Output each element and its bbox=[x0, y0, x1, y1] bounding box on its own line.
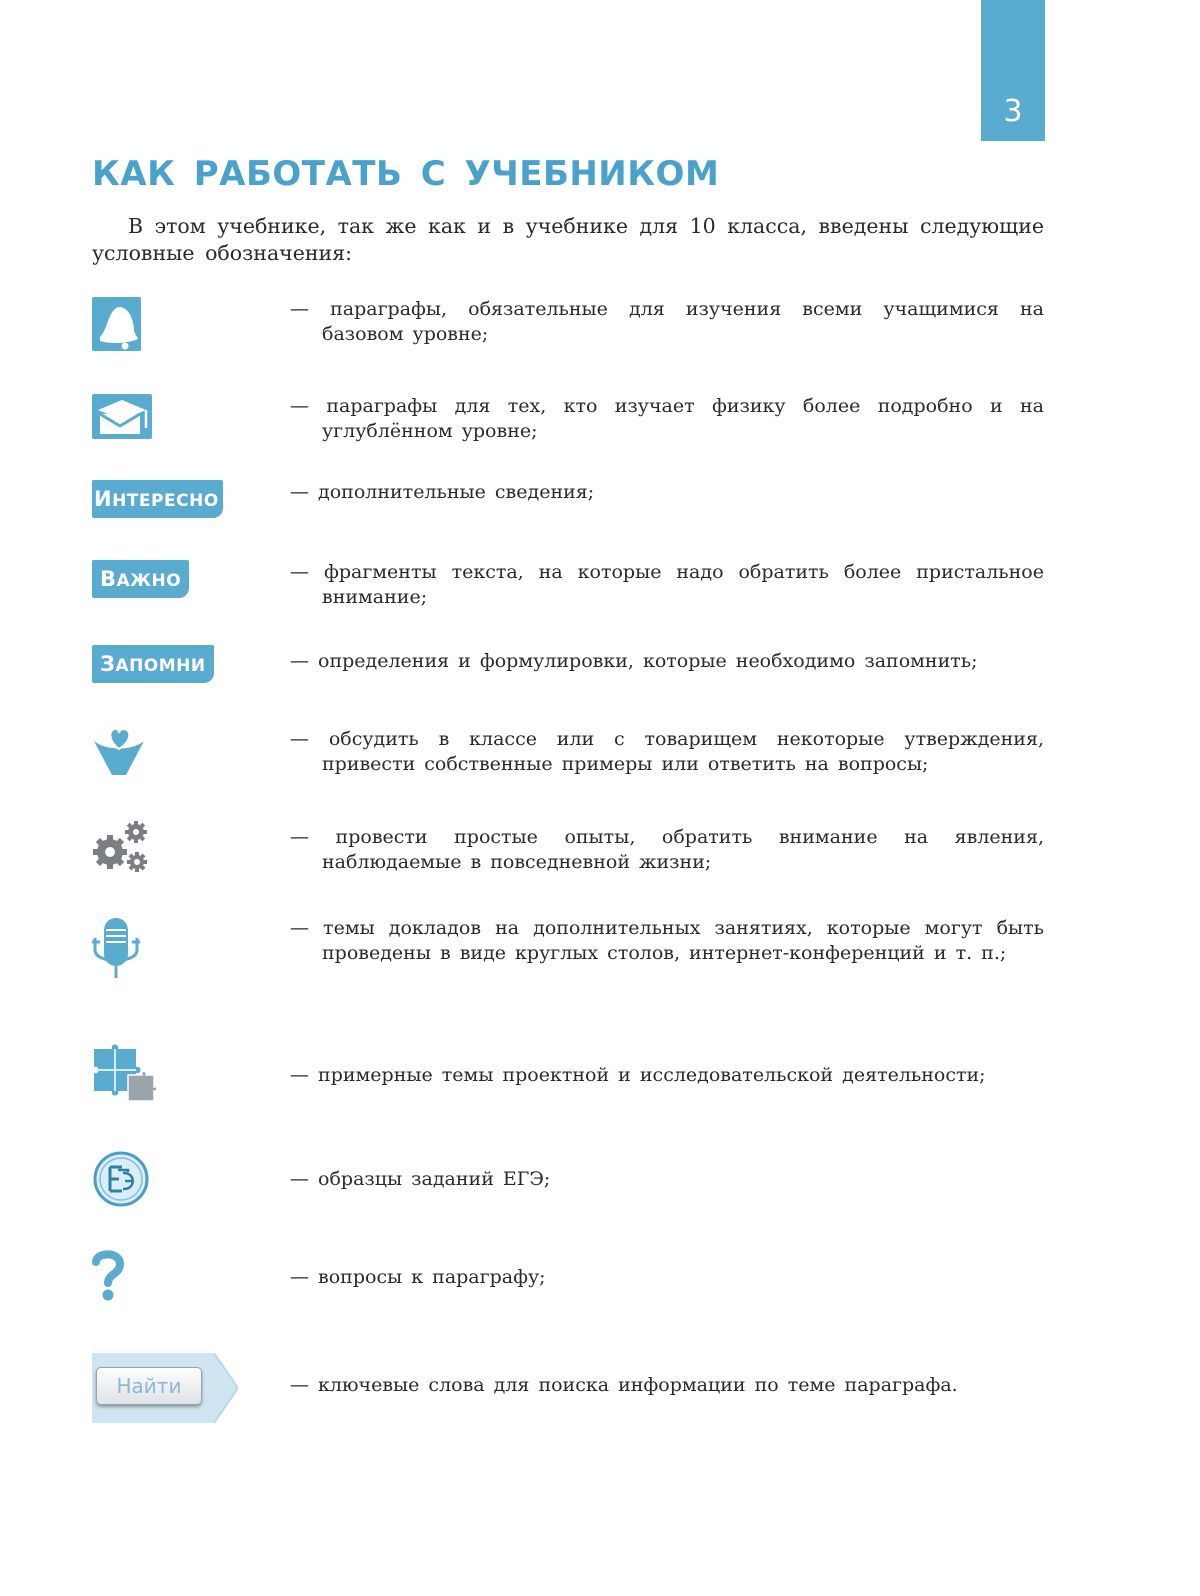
important-tag: ВАЖНО bbox=[92, 560, 189, 598]
page-title: КАК РАБОТАТЬ С УЧЕБНИКОМ bbox=[92, 154, 720, 194]
page-number: 3 bbox=[1003, 94, 1023, 129]
bell-icon bbox=[92, 297, 142, 357]
page-number-tab bbox=[981, 0, 1045, 141]
puzzle-icon bbox=[92, 1043, 158, 1107]
microphone-icon bbox=[92, 916, 142, 984]
graduation-cap-envelope-icon bbox=[92, 394, 152, 444]
heart-discussion-icon bbox=[92, 727, 146, 781]
legend-text: — фрагменты текста, на которые надо обратить более пристальное внимание; bbox=[290, 561, 1044, 608]
legend-text: — темы докладов на дополнительных занятиях, которые могут быть проведены в виде круглых столов, интернет-конференций и т. п.; bbox=[290, 917, 1044, 964]
intro-paragraph: В этом учебнике, так же как и в учебнике для 10 класса, введены следующие условные обозначения: bbox=[92, 214, 1044, 265]
legend-text: — обсудить в классе или с товарищем некоторые утверждения, привести собственные примеры или ответить на вопросы; bbox=[290, 728, 1044, 775]
legend-text: — определения и формулировки, которые необходимо запомнить; bbox=[290, 650, 978, 672]
remember-tag: ЗАПОМНИ bbox=[92, 645, 214, 683]
ege-logo-icon bbox=[92, 1150, 150, 1212]
legend-text: — параграфы для тех, кто изучает физику более подробно и на углублённом уровне; bbox=[290, 395, 1044, 442]
interesting-tag: ИНТЕРЕСНО bbox=[92, 480, 223, 518]
gears-icon bbox=[92, 820, 152, 880]
legend-text: — ключевые слова для поиска информации по теме параграфа. bbox=[290, 1374, 958, 1396]
find-button-icon bbox=[92, 1353, 238, 1425]
legend-text: — образцы заданий ЕГЭ; bbox=[290, 1168, 551, 1190]
legend-text: — вопросы к параграфу; bbox=[290, 1266, 546, 1288]
find-button-label: Найти bbox=[96, 1367, 202, 1405]
legend-text: — дополнительные сведения; bbox=[290, 481, 595, 503]
question-mark-icon bbox=[92, 1250, 124, 1306]
legend-text: — провести простые опыты, обратить внимание на явления, наблюдаемые в повседневной жизни; bbox=[290, 826, 1044, 873]
legend-text: — примерные темы проектной и исследовательской деятельности; bbox=[290, 1064, 986, 1086]
legend-text: — параграфы, обязательные для изучения всеми учащимися на базовом уровне; bbox=[290, 298, 1044, 345]
